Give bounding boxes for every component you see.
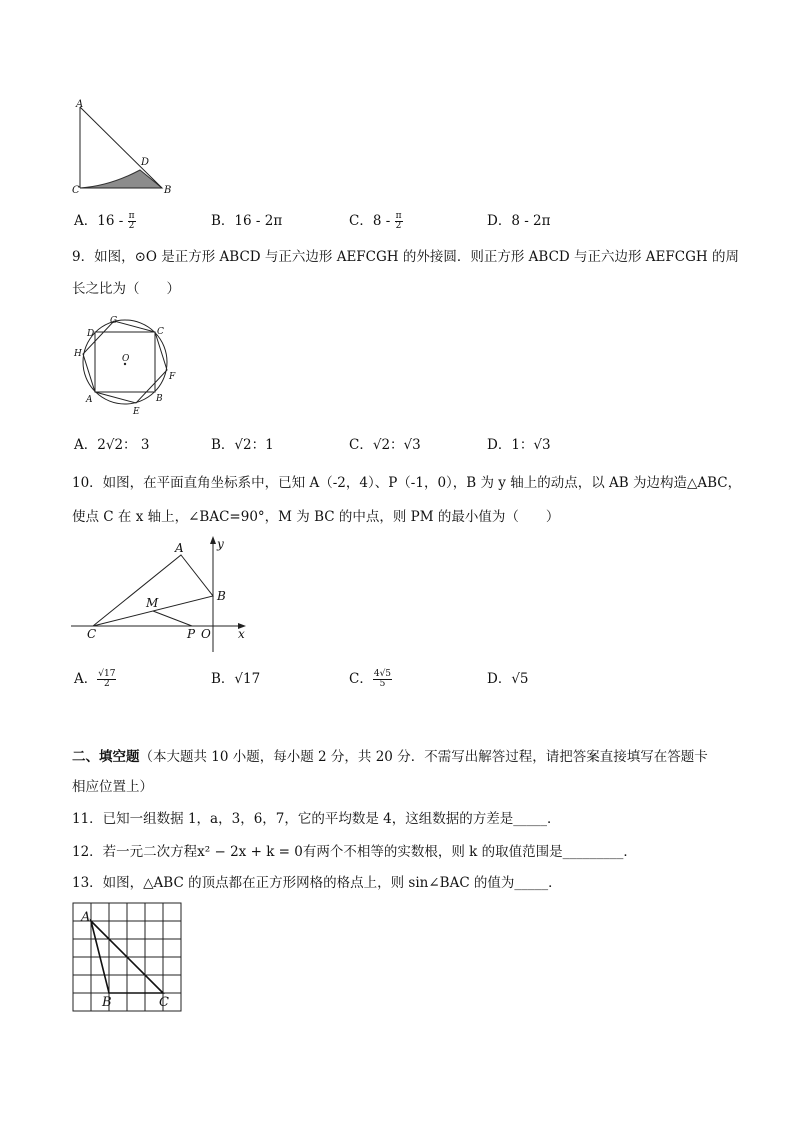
q13-text: 13．如图，△ABC 的顶点都在正方形网格的格点上，则 sin∠BAC 的值为_____．: [72, 875, 562, 891]
q8-label-c: C: [72, 185, 80, 196]
q13-grid-figure: [70, 900, 185, 1015]
q9-option-c[interactable]: C．√2：√3: [349, 437, 421, 453]
q8-side-ab: [80, 107, 162, 188]
q10-label-b: B: [217, 589, 226, 603]
q10-y-axis-arrow: [210, 536, 216, 544]
q10-option-a[interactable]: A． $\frac{√17}{2}$: [74, 669, 116, 689]
q8-shaded-region: [80, 170, 162, 188]
section2-heading-line2: 相应位置上）: [72, 779, 153, 795]
q10-label-m: M: [146, 596, 159, 610]
section2-heading: 二、填空题: [72, 749, 140, 765]
q13-label-c: C: [159, 995, 169, 1010]
q10-label-o: O: [201, 627, 211, 641]
q8-option-b[interactable]: B．16 - 2π: [211, 213, 283, 229]
q11-text: 11．已知一组数据 1，a，3，6，7，它的平均数是 4，这组数据的方差是_____．: [72, 811, 561, 827]
q9-label-f: F: [169, 372, 176, 382]
q9-label-d: D: [87, 329, 95, 339]
q10-stem-line1: 10．如图，在平面直角坐标系中，已知 A（-2，4）、P（-1，0），B 为 y 轴上的动点，以 AB 为边构造△ABC，: [72, 475, 742, 491]
q10-label-x: x: [238, 627, 245, 641]
q8-option-c-fraction: $\frac{\pi}{2}$: [395, 211, 402, 231]
q8-label-d: D: [141, 157, 150, 168]
q9-label-b: B: [156, 394, 163, 404]
q13-label-b: B: [102, 995, 112, 1010]
q9-option-d[interactable]: D．1：√3: [487, 437, 551, 453]
q10-label-y: y: [217, 537, 224, 551]
q10-label-c: C: [87, 627, 97, 641]
section2-instructions: （本大题共 10 小题，每小题 2 分，共 20 分．不需写出解答过程，请把答案直接填写在答题卡: [139, 749, 708, 765]
q10-option-d[interactable]: D．√5: [487, 671, 529, 687]
q10-option-b[interactable]: B．√17: [211, 671, 261, 687]
q10-option-a-fraction: $\frac{√17}{2}$: [98, 669, 116, 689]
q8-option-c[interactable]: C．8 - $\frac{\pi}{2}$: [349, 211, 402, 231]
q10-label-p: P: [187, 627, 196, 641]
q10-option-c-fraction: $\frac{4√5}{5}$: [373, 669, 392, 689]
q9-label-o: O: [122, 354, 130, 364]
q8-option-a[interactable]: A．16 - $\frac{\pi}{2}$: [74, 211, 135, 231]
q9-stem-line2: 长之比为（ ）: [72, 281, 180, 297]
q9-label-a: A: [86, 395, 93, 405]
q9-stem-line1: 9．如图，⊙O 是正方形 ABCD 与正六边形 AEFCGH 的外接圆．则正方形 ABCD 与正六边形 AEFCGH 的周: [72, 249, 739, 265]
q12-text: 12．若一元二次方程x² − 2x + k = 0有两个不相等的实数根，则 k 的取值范围是_________．: [72, 844, 637, 860]
q9-label-c: C: [157, 327, 164, 337]
q9-label-h: H: [74, 349, 82, 359]
q8-label-b: B: [164, 185, 172, 196]
q9-option-b[interactable]: B．√2：1: [211, 437, 274, 453]
q9-option-a[interactable]: A．2√2： 3: [74, 437, 150, 453]
q10-stem-line2: 使点 C 在 x 轴上，∠BAC=90°，M 为 BC 的中点，则 PM 的最小值为（ ）: [72, 509, 560, 525]
q8-option-d[interactable]: D．8 - 2π: [487, 213, 551, 229]
q8-figure: [70, 98, 180, 198]
section2-heading-line1: [72, 748, 708, 766]
q10-segment-pm: [153, 611, 192, 626]
q10-option-c[interactable]: C． $\frac{4√5}{5}$: [349, 669, 392, 689]
q9-label-e: E: [133, 407, 140, 417]
q9-figure: [68, 312, 183, 418]
q9-label-g: G: [110, 316, 118, 326]
q10-figure: [68, 532, 258, 652]
q10-triangle-abc: [93, 555, 213, 626]
q8-option-a-fraction: $\frac{\pi}{2}$: [128, 211, 135, 231]
q8-label-a: A: [76, 99, 84, 110]
q10-label-a: A: [175, 541, 184, 555]
q13-label-a: A: [81, 910, 91, 925]
